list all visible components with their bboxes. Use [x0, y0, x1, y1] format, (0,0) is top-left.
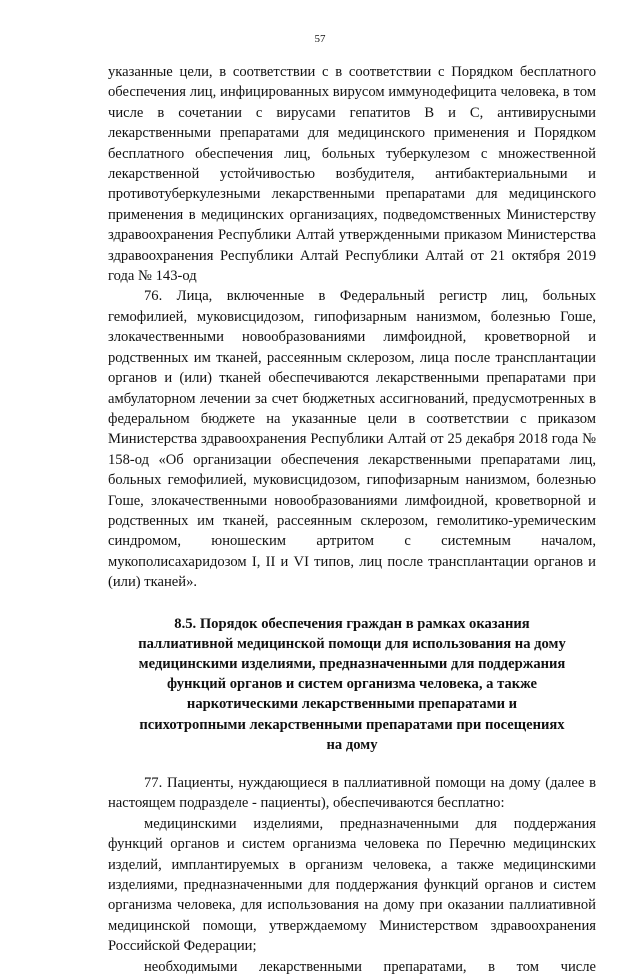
page-number: 57 [314, 33, 326, 45]
section-heading-8-5 [108, 593, 596, 773]
heading-line: наркотическими лекарственными препаратами и [186, 696, 518, 713]
heading-line: на дому [326, 736, 378, 753]
heading-line: паллиативной медицинской помощи для использования на дому [138, 635, 566, 652]
paragraph-76: 76. Лица, включенные в Федеральный регистр лиц, больных гемофилией, муковисцидозом, гипофизарным нанизмом, болезнью Гоше, злокачественными новообразованиями лимфоидной, кроветворной и родственных им тканей, рассеянным склерозом, лица после трансплантации органов и (или) тканей обеспечиваются лекарственными препаратами при амбулаторном лечении за счет бюджетных ассигнований, предусмотренных в федеральном бюджете на указанные цели в соответствии с приказом Министерства здравоохранения Республики Алтай от 25 декабря 2018 года № 158-од «Об организации обеспечения лекарственными препаратами лиц, больных гемофилией, муковисцидозом, гипофизарным нанизмом, болезнью Гоше, злокачественными новообразованиями лимфоидной, кроветворной и родственных им тканей, рассеянным склерозом, гемолитико-уремическим синдромом, юношеским артритом с системным началом, мукополисахаридозом I, II и VI типов, лиц после трансплантации органов и (или) тканей». [108, 288, 596, 591]
paragraph-77: 77. Пациенты, нуждающиеся в паллиативной помощи на дому (далее в настоящем подразделе - пациенты), обеспечиваются бесплатно: [108, 774, 596, 812]
paragraph-continuation: указанные цели, в соответствии с в соответствии с Порядком бесплатного обеспечения лиц, инфицированных вирусом иммунодефицита человека, в том числе в сочетании с вирусами гепатитов B и C, антивирусными лекарственными препаратами для медицинского применения и Порядком бесплатного обеспечения лиц, больных туберкулезом с множественной лекарственной устойчивостью возбудителя, антибактериальными и противотуберкулезными лекарственными препаратами для медицинского применения в медицинских организациях, подведомственных Министерству здравоохранения Республики Алтай утвержденными приказом Министерства здравоохранения Республики Алтай Республики Алтай от 21 октября 2019 года № 143-од [108, 64, 596, 285]
heading-line: медицинскими изделиями, предназначенными для поддержания [138, 655, 566, 672]
heading-line: функций органов и систем организма человека, а также [166, 676, 538, 693]
heading-line: 8.5. Порядок обеспечения граждан в рамках оказания [174, 615, 530, 632]
paragraph-medical-devices: медицинскими изделиями, предназначенными для поддержания функций органов и систем организма человека по Перечню медицинских изделий, имплантируемых в организм человека, а также медицинскими изделиями, предназначенными для поддержания функций органов и систем организма человека, для использования на дому при оказании паллиативной медицинской помощи, утверждаемому Министерством здравоохранения Российской Федерации; [108, 815, 596, 955]
heading-line: психотропными лекарственными препаратами при посещениях [139, 716, 565, 733]
paragraph-medicines: необходимыми лекарственными препаратами, в том числе [144, 958, 596, 975]
document-body [108, 62, 596, 977]
